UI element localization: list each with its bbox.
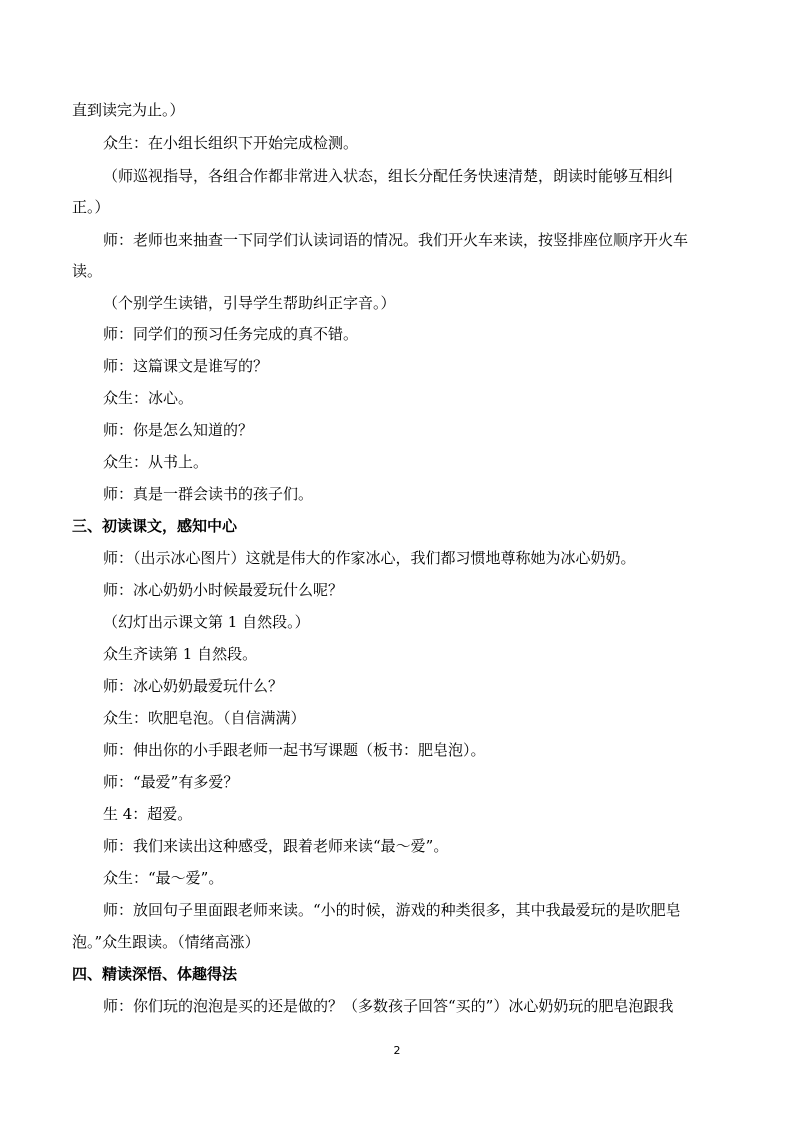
paragraph-line: （个别学生读错，引导学生帮助纠正字音。）: [103, 294, 396, 312]
section-heading: 三、初读课文，感知中心: [72, 517, 238, 535]
paragraph-line: 师：我们来读出这种感受，跟着老师来读“最～爱”。: [103, 837, 449, 855]
paragraph-line: 师：你是怎么知道的？: [103, 421, 254, 439]
section-heading: 四、精读深悟、体趣得法: [72, 965, 238, 983]
paragraph-line: 泡。”众生跟读。（情绪高涨）: [72, 933, 260, 951]
paragraph-line: 师：“最爱”有多爱？: [103, 773, 239, 791]
paragraph-line: （幻灯出示课文第 1 自然段。）: [103, 613, 310, 631]
paragraph-line: 众生：吹肥皂泡。（自信满满）: [103, 709, 306, 727]
paragraph-line: 师：同学们的预习任务完成的真不错。: [103, 325, 359, 343]
paragraph-line: 生 4：超爱。: [103, 805, 193, 823]
paragraph-line: 读。: [72, 262, 103, 280]
paragraph-line: 众生：在小组长组织下开始完成检测。: [103, 134, 359, 152]
paragraph-line: 师：你们玩的泡泡是买的还是做的？（多数孩子回答“买的”）冰心奶奶玩的肥皂泡跟我: [103, 997, 674, 1015]
paragraph-line: 师：老师也来抽查一下同学们认读词语的情况。我们开火车来读，按竖排座位顺序开火车: [103, 231, 689, 249]
paragraph-line: 众生齐读第 1 自然段。: [103, 645, 258, 663]
paragraph-line: （师巡视指导，各组合作都非常进入状态，组长分配任务快速清楚，朗读时能够互相纠: [103, 167, 674, 185]
paragraph-line: 师：冰心奶奶小时候最爱玩什么呢？: [103, 581, 344, 599]
paragraph-line: 师：真是一群会读书的孩子们。: [103, 485, 314, 503]
page-number: 2: [393, 1044, 401, 1057]
paragraph-line: 师：（出示冰心图片）这就是伟大的作家冰心，我们都习惯地尊称她为冰心奶奶。: [103, 549, 636, 567]
paragraph-line: 众生：从书上。: [103, 453, 209, 471]
paragraph-line: 师：这篇课文是谁写的？: [103, 357, 269, 375]
paragraph-line: 正。）: [72, 198, 110, 216]
paragraph-line: 师：冰心奶奶最爱玩什么？: [103, 677, 284, 695]
paragraph-line: 师：伸出你的小手跟老师一起书写课题（板书：肥皂泡）。: [103, 741, 486, 759]
paragraph-line: 众生：冰心。: [103, 389, 194, 407]
paragraph-line: 直到读完为止。）: [72, 101, 185, 119]
paragraph-line: 师：放回句子里面跟老师来读。“小的时候，游戏的种类很多，其中我最爱玩的是吹肥皂: [103, 901, 681, 919]
paragraph-line: 众生：“最～爱”。: [103, 869, 224, 887]
